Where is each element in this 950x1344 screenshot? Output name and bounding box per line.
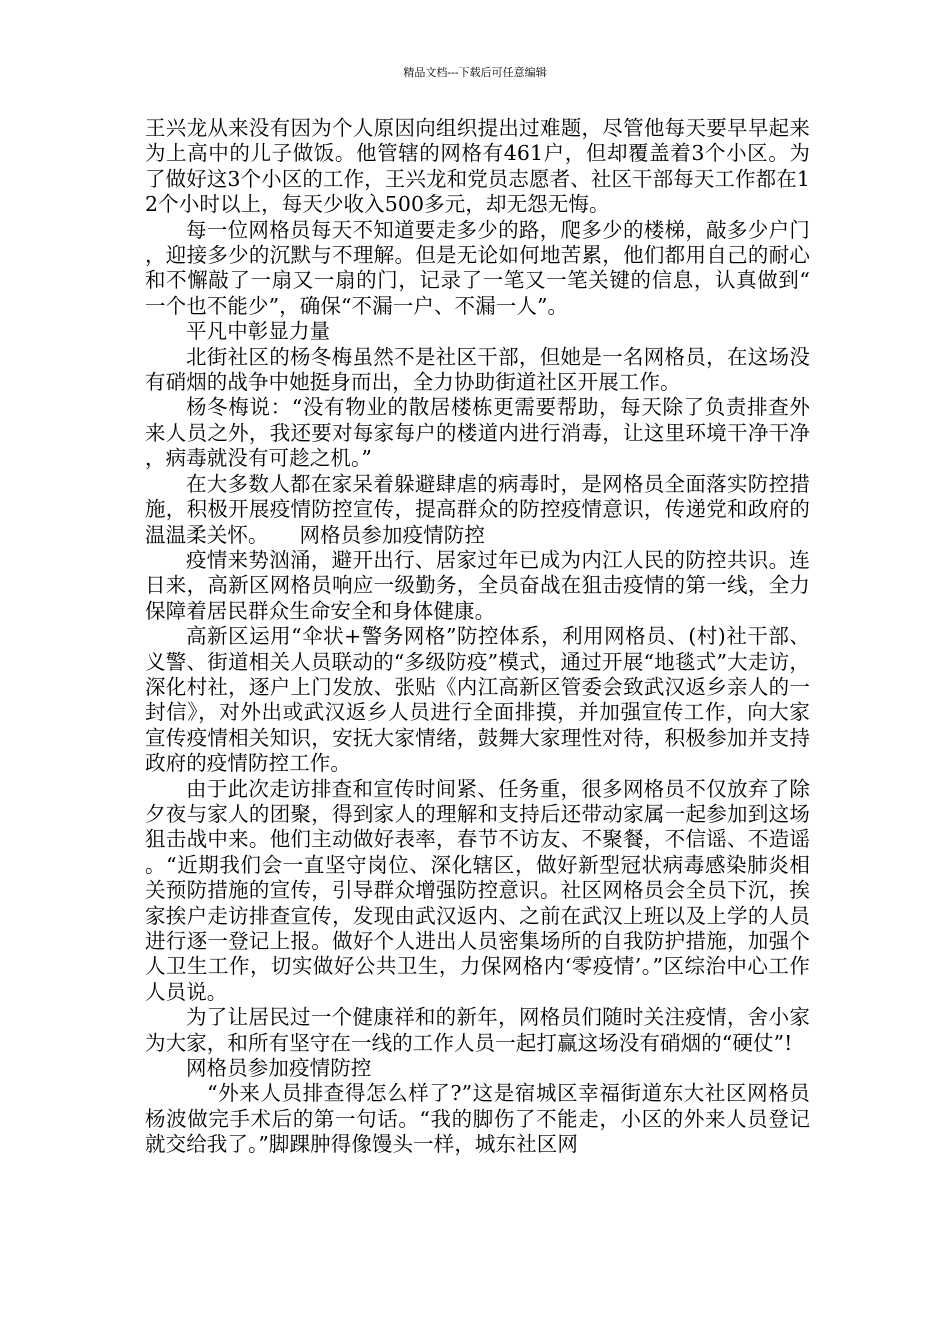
paragraph-wang-xinglong: 王兴龙从来没有因为个人原因向组织提出过难题，尽管他每天要早早起来为上高中的儿子做饭。他管辖的网格有461户，但却覆盖着3个小区。为了做好这3个小区的工作，王兴龙和党员志愿者、社区干部每天工作都在12个小时以上，每天少收入500多元，却无怨无悔。 xyxy=(145,116,810,217)
paragraph-yang-dongmei-quote: 杨冬梅说：“没有物业的散居楼栋更需要帮助，每天除了负责排查外来人员之外，我还要对每家每户的楼道内进行消毒，让这里环境干净干净，病毒就没有可趁之机。” xyxy=(145,395,810,471)
article-body xyxy=(145,116,810,1158)
paragraph-grid-workers-daily: 每一位网格员每天不知道要走多少的路，爬多少的楼梯，敲多少户门，迎接多少的沉默与不理解。但是无论如何地苦累，他们都用自己的耐心和不懈敲了一扇又一扇的门，记录了一笔又一笔关键的信息，认真做到“一个也不能少”，确保“不漏一户、不漏一人”。 xyxy=(145,217,810,318)
paragraph-yang-bo: “外来人员排查得怎么样了?”这是宿城区幸福街道东大社区网格员杨波做完手术后的第一句话。“我的脚伤了不能走，小区的外来人员登记就交给我了。”脚踝肿得像馒头一样，城东社区网 xyxy=(145,1081,810,1157)
paragraph-visits-and-publicity: 由于此次走访排查和宣传时间紧、任务重，很多网格员不仅放弃了除夕夜与家人的团聚，得到家人的理解和支持后还带动家属一起参加到这场狙击战中来。他们主动做好表率，春节不访友、不聚餐，不信谣、不造谣。“近期我们会一直坚守岗位、深化辖区，做好新型冠状病毒感染肺炎相关预防措施的宣传，引导群众增强防控意识。社区网格员会全员下沉，挨家挨户走访排查宣传，发现由武汉返内、之前在武汉上班以及上学的人员进行逐一登记上报。做好个人进出人员密集场所的自我防护措施，加强个人卫生工作，切实做好公共卫生，力保网格内‘零疫情’。”区综治中心工作人员说。 xyxy=(145,776,810,1004)
paragraph-grid-workers-measures: 在大多数人都在家呆着躲避肆虐的病毒时，是网格员全面落实防控措施，积极开展疫情防控宣传，提高群众的防控疫情意识，传递党和政府的温温柔关怀。 网格员参加疫情防控 xyxy=(145,471,810,547)
paragraph-new-year: 为了让居民过一个健康祥和的新年，网格员们随时关注疫情，舍小家为大家，和所有坚守在一线的工作人员一起打赢这场没有硝烟的“硬仗”! xyxy=(145,1005,810,1055)
paragraph-yang-dongmei-intro: 北街社区的杨冬梅虽然不是社区干部，但她是一名网格员，在这场没有硝烟的战争中她挺身而出，全力协助街道社区开展工作。 xyxy=(145,344,810,395)
paragraph-epidemic-consensus: 疫情来势汹涌，避开出行、居家过年已成为内江人民的防控共识。连日来，高新区网格员响应一级勤务，全员奋战在狙击疫情的第一线，全力保障着居民群众生命安全和身体健康。 xyxy=(145,547,810,623)
paragraph-high-tech-zone-system: 高新区运用“伞状+警务网格”防控体系，利用网格员、(村)社干部、义警、街道相关人员联动的“多级防疫”模式，通过开展“地毯式”大走访，深化村社，逐户上门发放、张贴《内江高新区管委会致武汉返乡亲人的一封信》，对外出或武汉返乡人员进行全面排摸，并加强宣传工作，向大家宣传疫情相关知识，安抚大家情绪，鼓舞大家理性对待，积极参加并支持政府的疫情防控工作。 xyxy=(145,624,810,776)
section-heading-grid-workers-join: 网格员参加疫情防控 xyxy=(186,1056,372,1081)
section-heading-ordinary-strength: 平凡中彰显力量 xyxy=(186,319,331,344)
page-header: 精品文档---下载后可任意编辑 xyxy=(403,66,547,79)
